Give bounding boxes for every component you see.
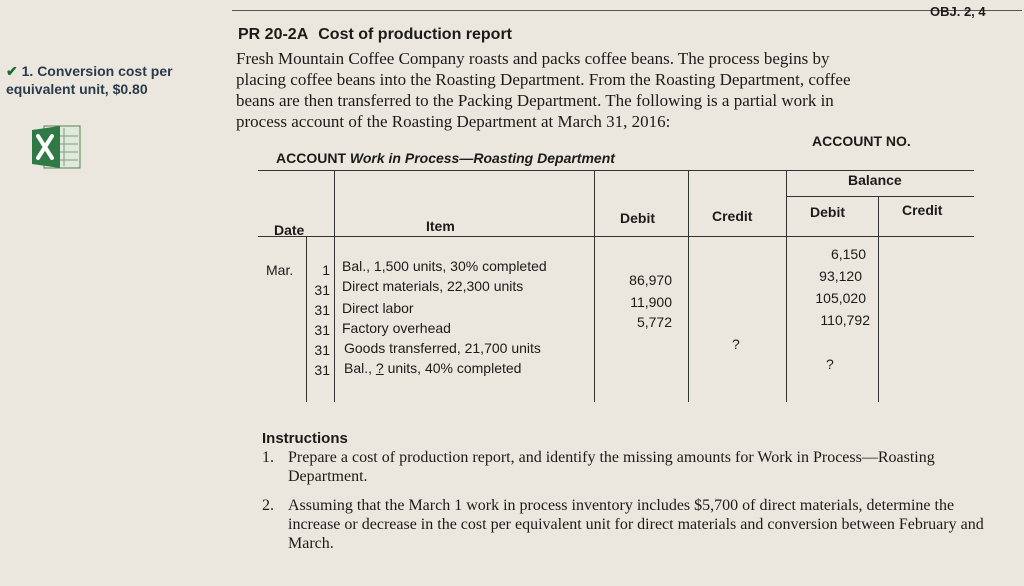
row-day: 1 [322, 262, 330, 278]
header-balance: Balance [848, 172, 902, 188]
instruction-number: 2. [262, 497, 274, 514]
answer-line-1: 1. Conversion cost per [21, 63, 173, 79]
row-balance-debit: 110,792 [820, 312, 870, 328]
row-day: 31 [314, 322, 330, 338]
date-divider [306, 236, 307, 402]
problem-heading [238, 26, 512, 44]
balance-debit-divider [878, 196, 879, 402]
intro-line: placing coffee beans into the Roasting Department. From the Roasting Department, coffee [236, 70, 851, 89]
intro-line: beans are then transferred to the Packing Department. The following is a partial work in [236, 91, 834, 110]
instructions-title: Instructions [262, 430, 348, 447]
row-balance-debit: 6,150 [830, 246, 866, 262]
intro-line: Fresh Mountain Coffee Company roasts and packs coffee beans. The process begins by [236, 49, 830, 68]
header-date: Date [274, 222, 305, 238]
row-debit: 86,970 [629, 272, 672, 288]
instruction-item [262, 448, 1002, 486]
account-title [276, 150, 615, 166]
row-debit: 5,772 [636, 314, 672, 330]
missing-units: ? [375, 360, 384, 376]
row-item: Direct labor [342, 300, 414, 316]
answer-line-2: equivalent unit, $0.80 [6, 81, 148, 97]
row-item: Bal., 1,500 units, 30% completed [342, 258, 547, 274]
row-day: 31 [314, 302, 330, 318]
row-debit: 11,900 [630, 294, 672, 310]
debit-divider [688, 170, 689, 402]
row-item: Direct materials, 22,300 units [342, 278, 524, 294]
problem-title: Cost of production report [318, 26, 513, 43]
account-number-label: ACCOUNT NO. [812, 133, 911, 149]
row-day: 31 [314, 282, 330, 298]
row-credit: ? [732, 336, 740, 352]
row-month: Mar. [266, 262, 294, 278]
credit-divider [786, 170, 787, 402]
objective-label: OBJ. 2, 4 [930, 4, 986, 19]
row-balance-debit: 93,120 [819, 268, 862, 284]
intro-line: process account of the Roasting Department at March 31, 2016: [236, 112, 671, 131]
instruction-item [262, 496, 1002, 553]
problem-number: PR 20-2A [238, 26, 309, 43]
top-rule [232, 10, 1022, 11]
header-credit: Credit [712, 208, 753, 224]
ledger-top-border [258, 170, 974, 171]
day-divider [334, 170, 335, 402]
row-day: 31 [314, 362, 330, 378]
excel-icon [30, 122, 82, 172]
header-balance-debit: Debit [810, 204, 845, 220]
balance-divider [786, 196, 974, 197]
check-icon: ✔ [6, 63, 18, 79]
header-balance-credit: Credit [902, 202, 943, 218]
header-bottom-border [258, 236, 974, 237]
row-balance-debit: 105,020 [815, 290, 866, 306]
instruction-number: 1. [262, 449, 274, 466]
row-item: Bal., ? units, 40% completed [344, 360, 522, 376]
row-item: Goods transferred, 21,700 units [344, 340, 541, 356]
instruction-text: Prepare a cost of production report, and identify the missing amounts for Work in Process—Roasting Department. [288, 449, 935, 485]
row-day: 31 [314, 342, 330, 358]
header-item: Item [426, 218, 455, 234]
ledger-table [258, 166, 974, 402]
account-title-name: Work in Process—Roasting Department [349, 150, 615, 166]
row-item: Factory overhead [342, 320, 451, 336]
header-debit: Debit [620, 210, 655, 226]
problem-intro [236, 48, 1016, 132]
account-title-prefix: ACCOUNT [276, 150, 346, 166]
check-answer [6, 62, 173, 98]
instruction-text: Assuming that the March 1 work in process inventory includes $5,700 of direct materials, determine the increase or decrease in the cost per equivalent unit for direct materials and conversion between February and March. [288, 497, 984, 552]
row-balance-debit: ? [826, 356, 834, 372]
